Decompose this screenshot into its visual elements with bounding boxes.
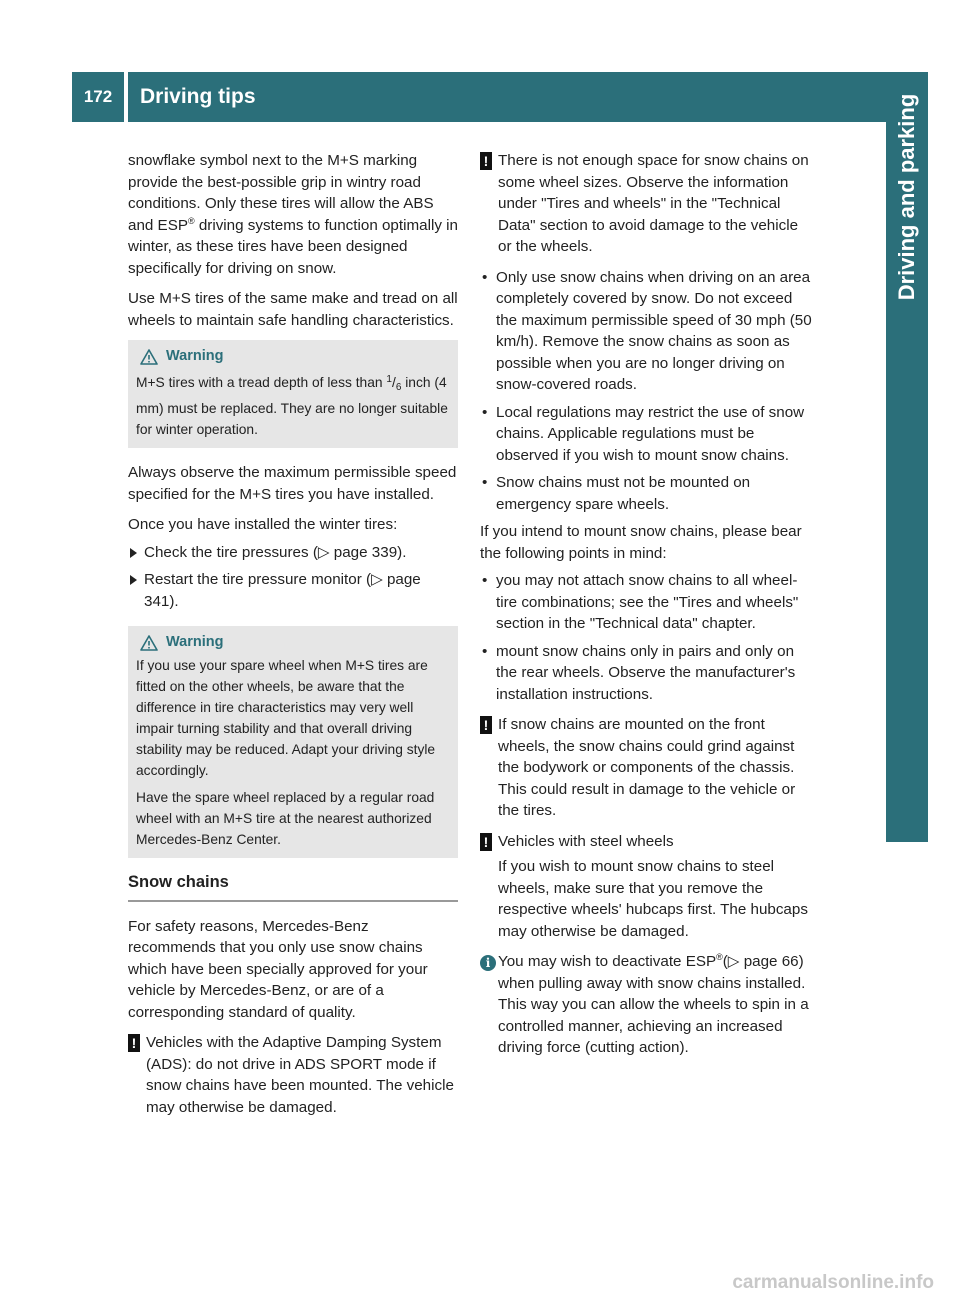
list-item: • you may not attach snow chains to all wheel-tire combinations; see the "Tires and wheels" section in the "Technical data" chapter. <box>482 572 799 632</box>
page-reference-link[interactable]: ▷ page 341 <box>144 571 421 610</box>
watermark: carmanualsonline.info <box>732 1272 934 1293</box>
list-item: • Snow chains must not be mounted on emergency spare wheels. <box>482 474 751 513</box>
warning-text: M+S tires with a tread depth of less than $^1/_6$ inch (4 mm) must be replaced. They are no longer suitable for winter operation. <box>136 374 448 437</box>
caution-note: ! Vehicles with the Adaptive Damping System (ADS): do not drive in ADS SPORT mode if snow chains have been mounted. The vehicle may otherwise be damaged. <box>128 1032 458 1118</box>
side-tab-marker <box>886 842 928 882</box>
side-chapter-title <box>886 72 928 322</box>
warning-title: Warning <box>166 348 224 364</box>
instruction-step: Check the tire pressures (▷ page 339). <box>128 542 458 564</box>
warning-triangle-icon <box>140 349 158 365</box>
caution-note <box>480 831 812 943</box>
bullet-icon: • <box>482 642 488 660</box>
warning-header <box>136 632 450 653</box>
caution-note: ! There is not enough space for snow chains on some wheel sizes. Observe the information under "Tires and wheels" in the "Technical Data" section to avoid damage to the vehicle or the wheels. <box>480 150 812 258</box>
bullet-icon: • <box>482 403 488 421</box>
page-title: Driving tips <box>140 85 256 108</box>
paragraph: Always observe the maximum permissible speed specified for the M+S tires you have installed. <box>128 464 457 503</box>
section-heading: Snow chains <box>128 872 458 902</box>
warning-header <box>136 346 450 367</box>
step-arrow-icon <box>130 548 137 558</box>
exclamation-icon: ! <box>480 715 492 737</box>
bullet-icon: • <box>482 268 488 286</box>
exclamation-icon: ! <box>480 832 492 854</box>
bullet-icon: • <box>482 474 488 491</box>
paragraph: For safety reasons, Mercedes-Benz recommends that you only use snow chains which have been specially approved for your vehicle by Mercedes-Benz, or are of a corresponding standard of quality. <box>128 917 428 1021</box>
warning-title: Warning <box>166 634 224 650</box>
step-arrow-icon <box>130 575 137 585</box>
warning-triangle-icon <box>140 635 158 651</box>
left-column <box>128 150 458 1127</box>
paragraph: If you intend to mount snow chains, please bear the following points in mind: <box>480 523 802 562</box>
list-item: • Only use snow chains when driving on an area completely covered by snow. Do not exceed the maximum permissible speed of 30 mph (50 km/h). Remove the snow chains as soon as possible when you are no longer driving on snow-covered roads. <box>482 268 812 393</box>
warning-box <box>128 340 458 448</box>
list-item: • Local regulations may restrict the use of snow chains. Applicable regulations must be observed if you wish to mount snow chains. <box>482 403 805 464</box>
paragraph: Use M+S tires of the same make and tread on all wheels to maintain safe handling characteristics. <box>128 290 458 329</box>
warning-text: Have the spare wheel replaced by a regular road wheel with an M+S tire at the nearest authorized Mercedes-Benz Center. <box>136 790 435 847</box>
exclamation-icon: ! <box>480 151 492 173</box>
page-number: 172 <box>83 87 113 106</box>
note-body: If you wish to mount snow chains to steel wheels, make sure that you remove the respective wheels' hubcaps first. The hubcaps may otherwise be damaged. <box>498 858 808 940</box>
caution-note: ! If snow chains are mounted on the front wheels, the snow chains could grind against the bodywork or components of the chassis. This could result in damage to the vehicle or the tires. <box>480 714 812 822</box>
paragraph: snowflake symbol next to the M+S marking provide the best-possible grip in wintry road conditions. Only these tires will allow the ABS and ESP® driving systems to function optimally in winter, as these tires have been designed specifically for driving on snow. <box>128 152 458 277</box>
bullet-icon: • <box>482 572 488 589</box>
page-reference-link[interactable]: ▷ page 66 <box>727 953 799 970</box>
warning-text: If you use your spare wheel when M+S tires are fitted on the other wheels, be aware that the difference in tire characteristics may very well impair turning stability and that overall driving stability may be reduced. Adapt your driving style accordingly. <box>136 658 436 778</box>
warning-box <box>128 626 458 858</box>
exclamation-icon: ! <box>128 1033 140 1055</box>
right-column <box>480 150 812 1068</box>
info-note: i You may wish to deactivate ESP®(▷ page 66) when pulling away with snow chains installed. This way you can allow the wheels to spin in a controlled manner, achieving an increased driving force (cutting action). <box>480 951 812 1059</box>
paragraph: Once you have installed the winter tires: <box>128 516 398 533</box>
list-item: • mount snow chains only in pairs and only on the rear wheels. Observe the manufacturer's installation instructions. <box>482 642 796 703</box>
instruction-step: Restart the tire pressure monitor (▷ page 341). <box>128 569 458 612</box>
side-chapter-label: Driving and parking <box>894 93 919 301</box>
info-icon: i <box>480 952 496 974</box>
header-divider <box>124 72 128 122</box>
page-reference-link[interactable]: ▷ page 339 <box>317 543 398 561</box>
note-title: Vehicles with steel wheels <box>498 832 674 850</box>
